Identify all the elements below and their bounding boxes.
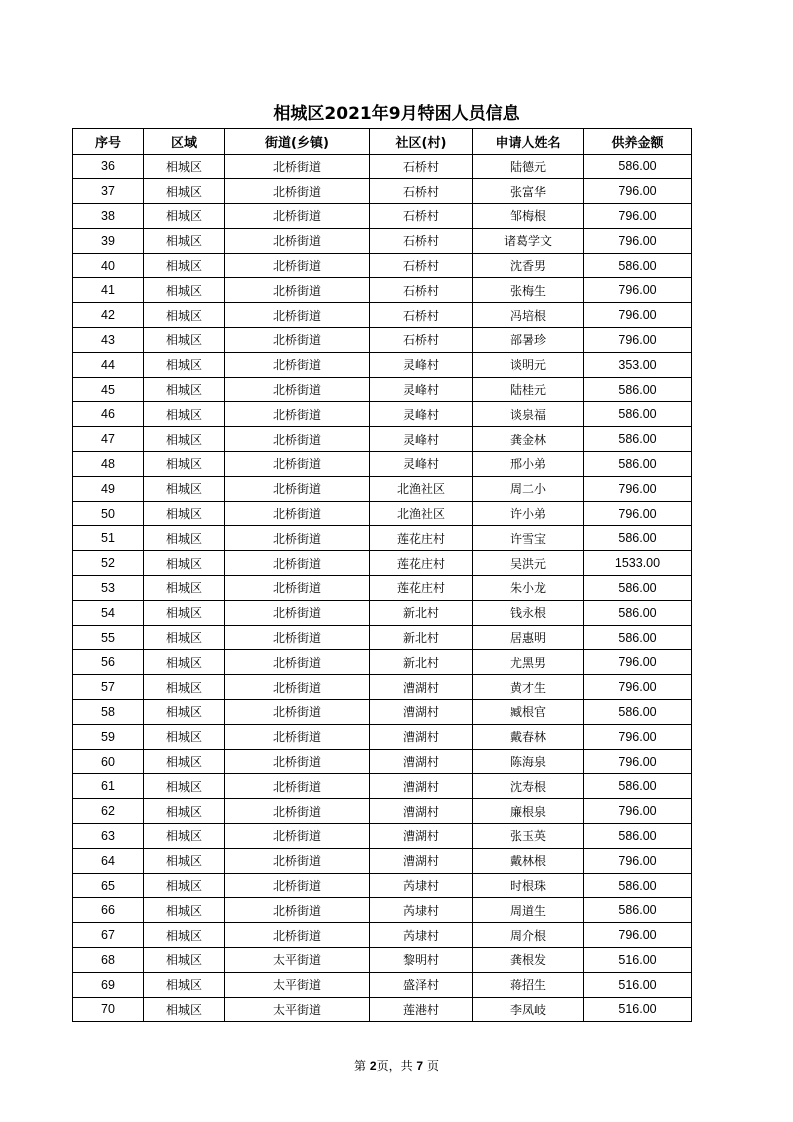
table-row [73,675,692,700]
cell-index: 42 [73,303,144,328]
cell-street: 北桥街道 [225,352,370,377]
cell-street: 北桥街道 [225,675,370,700]
cell-applicant-name: 周道生 [473,898,584,923]
cell-street: 北桥街道 [225,749,370,774]
cell-support-amount: 796.00 [584,675,692,700]
page-footer [0,1057,793,1074]
cell-street: 北桥街道 [225,873,370,898]
document-title: 相城区2021年9月特困人员信息 [273,104,520,124]
cell-street: 北桥街道 [225,799,370,824]
cell-community: 芮埭村 [370,923,473,948]
cell-community: 漕湖村 [370,774,473,799]
cell-applicant-name: 张梅生 [473,278,584,303]
cell-index: 66 [73,898,144,923]
cell-district: 相城区 [144,476,225,501]
footer-prefix: 第 [354,1059,367,1073]
table-row [73,774,692,799]
cell-street: 北桥街道 [225,154,370,179]
cell-community: 莲港村 [370,997,473,1022]
cell-community: 灵峰村 [370,352,473,377]
cell-applicant-name: 龚根发 [473,948,584,973]
cell-index: 59 [73,724,144,749]
cell-community: 石桥村 [370,253,473,278]
cell-street: 北桥街道 [225,898,370,923]
cell-street: 太平街道 [225,948,370,973]
cell-applicant-name: 蒋招生 [473,972,584,997]
cell-index: 58 [73,700,144,725]
cell-index: 52 [73,551,144,576]
cell-community: 漕湖村 [370,824,473,849]
cell-applicant-name: 张玉英 [473,824,584,849]
cell-support-amount: 796.00 [584,476,692,501]
table-header-row [73,129,692,155]
cell-community: 莲花庄村 [370,526,473,551]
cell-applicant-name: 黄才生 [473,675,584,700]
cell-support-amount: 586.00 [584,154,692,179]
table-row [73,724,692,749]
cell-street: 北桥街道 [225,253,370,278]
cell-support-amount: 586.00 [584,576,692,601]
cell-index: 61 [73,774,144,799]
cell-index: 37 [73,179,144,204]
cell-index: 53 [73,576,144,601]
cell-support-amount: 586.00 [584,253,692,278]
cell-support-amount: 796.00 [584,328,692,353]
cell-index: 51 [73,526,144,551]
cell-support-amount: 586.00 [584,700,692,725]
table-row [73,204,692,229]
cell-district: 相城区 [144,600,225,625]
cell-support-amount: 516.00 [584,948,692,973]
cell-support-amount: 586.00 [584,427,692,452]
cell-district: 相城区 [144,700,225,725]
cell-index: 48 [73,452,144,477]
cell-district: 相城区 [144,724,225,749]
cell-district: 相城区 [144,625,225,650]
cell-support-amount: 796.00 [584,303,692,328]
cell-support-amount: 796.00 [584,204,692,229]
cell-index: 38 [73,204,144,229]
cell-district: 相城区 [144,501,225,526]
cell-applicant-name: 诸葛学文 [473,228,584,253]
header-applicant-name: 申请人姓名 [473,129,584,155]
cell-support-amount: 796.00 [584,799,692,824]
cell-community: 莲花庄村 [370,551,473,576]
cell-index: 46 [73,402,144,427]
persons-table [72,128,692,1022]
cell-district: 相城区 [144,278,225,303]
table-row [73,799,692,824]
cell-index: 54 [73,600,144,625]
cell-index: 63 [73,824,144,849]
cell-community: 芮埭村 [370,873,473,898]
table-row [73,402,692,427]
cell-applicant-name: 居惠明 [473,625,584,650]
cell-community: 漕湖村 [370,749,473,774]
cell-index: 36 [73,154,144,179]
cell-support-amount: 586.00 [584,625,692,650]
cell-district: 相城区 [144,848,225,873]
table-row [73,352,692,377]
cell-applicant-name: 戴春林 [473,724,584,749]
table-row [73,898,692,923]
cell-community: 灵峰村 [370,427,473,452]
cell-index: 47 [73,427,144,452]
table-row [73,278,692,303]
cell-community: 北渔社区 [370,501,473,526]
footer-page-number: 2 [369,1059,377,1073]
cell-applicant-name: 戴林根 [473,848,584,873]
cell-community: 新北村 [370,600,473,625]
cell-applicant-name: 尤黑男 [473,650,584,675]
table-row [73,600,692,625]
cell-support-amount: 796.00 [584,650,692,675]
cell-index: 60 [73,749,144,774]
cell-community: 漕湖村 [370,848,473,873]
cell-index: 41 [73,278,144,303]
cell-applicant-name: 周二小 [473,476,584,501]
cell-district: 相城区 [144,228,225,253]
cell-index: 65 [73,873,144,898]
cell-applicant-name: 朱小龙 [473,576,584,601]
cell-index: 56 [73,650,144,675]
table-body [73,154,692,1022]
cell-support-amount: 353.00 [584,352,692,377]
cell-district: 相城区 [144,675,225,700]
cell-index: 45 [73,377,144,402]
table-row [73,303,692,328]
cell-district: 相城区 [144,576,225,601]
header-community: 社区(村) [370,129,473,155]
cell-community: 新北村 [370,650,473,675]
cell-community: 黎明村 [370,948,473,973]
cell-district: 相城区 [144,352,225,377]
cell-index: 40 [73,253,144,278]
cell-applicant-name: 吴洪元 [473,551,584,576]
cell-support-amount: 1533.00 [584,551,692,576]
cell-district: 相城区 [144,452,225,477]
cell-street: 北桥街道 [225,824,370,849]
cell-applicant-name: 邹梅根 [473,204,584,229]
cell-applicant-name: 许小弟 [473,501,584,526]
cell-community: 漕湖村 [370,799,473,824]
cell-district: 相城区 [144,774,225,799]
cell-applicant-name: 龚金林 [473,427,584,452]
cell-applicant-name: 许雪宝 [473,526,584,551]
cell-support-amount: 796.00 [584,228,692,253]
header-support-amount: 供养金额 [584,129,692,155]
cell-applicant-name: 陆德元 [473,154,584,179]
footer-total-pages: 7 [416,1059,424,1073]
cell-index: 57 [73,675,144,700]
cell-district: 相城区 [144,328,225,353]
cell-index: 70 [73,997,144,1022]
cell-community: 石桥村 [370,303,473,328]
cell-applicant-name: 谈明元 [473,352,584,377]
cell-district: 相城区 [144,427,225,452]
cell-district: 相城区 [144,253,225,278]
cell-street: 北桥街道 [225,476,370,501]
cell-index: 44 [73,352,144,377]
cell-support-amount: 586.00 [584,452,692,477]
cell-support-amount: 586.00 [584,824,692,849]
footer-middle: 页，共 [376,1059,413,1073]
cell-support-amount: 586.00 [584,377,692,402]
cell-applicant-name: 陆桂元 [473,377,584,402]
cell-applicant-name: 张富华 [473,179,584,204]
cell-district: 相城区 [144,526,225,551]
cell-support-amount: 586.00 [584,774,692,799]
cell-applicant-name: 廉根泉 [473,799,584,824]
cell-street: 北桥街道 [225,774,370,799]
table-row [73,551,692,576]
cell-street: 北桥街道 [225,204,370,229]
cell-street: 北桥街道 [225,427,370,452]
cell-street: 北桥街道 [225,650,370,675]
cell-support-amount: 586.00 [584,600,692,625]
cell-district: 相城区 [144,948,225,973]
cell-district: 相城区 [144,204,225,229]
cell-street: 北桥街道 [225,328,370,353]
table-row [73,253,692,278]
cell-community: 漕湖村 [370,700,473,725]
cell-street: 北桥街道 [225,501,370,526]
cell-community: 石桥村 [370,328,473,353]
cell-applicant-name: 冯培根 [473,303,584,328]
cell-street: 北桥街道 [225,179,370,204]
cell-index: 43 [73,328,144,353]
table-row [73,427,692,452]
cell-applicant-name: 邢小弟 [473,452,584,477]
cell-applicant-name: 沈寿根 [473,774,584,799]
cell-applicant-name: 时根珠 [473,873,584,898]
cell-community: 石桥村 [370,179,473,204]
cell-community: 北渔社区 [370,476,473,501]
cell-support-amount: 516.00 [584,972,692,997]
cell-district: 相城区 [144,997,225,1022]
cell-support-amount: 796.00 [584,724,692,749]
cell-community: 漕湖村 [370,724,473,749]
cell-support-amount: 586.00 [584,898,692,923]
cell-support-amount: 796.00 [584,179,692,204]
cell-applicant-name: 周介根 [473,923,584,948]
cell-index: 64 [73,848,144,873]
cell-applicant-name: 部暑珍 [473,328,584,353]
cell-district: 相城区 [144,154,225,179]
cell-street: 北桥街道 [225,303,370,328]
cell-district: 相城区 [144,377,225,402]
cell-support-amount: 586.00 [584,873,692,898]
cell-community: 石桥村 [370,204,473,229]
cell-support-amount: 516.00 [584,997,692,1022]
cell-district: 相城区 [144,972,225,997]
cell-street: 北桥街道 [225,377,370,402]
table-row [73,377,692,402]
cell-community: 新北村 [370,625,473,650]
table-row [73,848,692,873]
cell-street: 北桥街道 [225,700,370,725]
cell-support-amount: 586.00 [584,526,692,551]
cell-community: 莲花庄村 [370,576,473,601]
cell-district: 相城区 [144,551,225,576]
table-row [73,576,692,601]
table-row [73,228,692,253]
cell-street: 太平街道 [225,972,370,997]
header-district: 区域 [144,129,225,155]
cell-street: 北桥街道 [225,402,370,427]
cell-street: 北桥街道 [225,724,370,749]
cell-support-amount: 796.00 [584,501,692,526]
table-row [73,749,692,774]
cell-index: 67 [73,923,144,948]
cell-street: 太平街道 [225,997,370,1022]
cell-index: 55 [73,625,144,650]
cell-support-amount: 796.00 [584,923,692,948]
cell-community: 灵峰村 [370,452,473,477]
cell-index: 68 [73,948,144,973]
table-row [73,501,692,526]
cell-support-amount: 796.00 [584,749,692,774]
cell-index: 62 [73,799,144,824]
cell-community: 石桥村 [370,278,473,303]
table-row [73,824,692,849]
cell-index: 49 [73,476,144,501]
footer-suffix: 页 [426,1059,439,1073]
table-row [73,526,692,551]
table-row [73,873,692,898]
cell-district: 相城区 [144,873,225,898]
table-row [73,948,692,973]
table-row [73,328,692,353]
cell-street: 北桥街道 [225,278,370,303]
header-street: 街道(乡镇) [225,129,370,155]
cell-district: 相城区 [144,824,225,849]
cell-community: 盛泽村 [370,972,473,997]
table-row [73,154,692,179]
cell-applicant-name: 沈香男 [473,253,584,278]
cell-index: 69 [73,972,144,997]
cell-applicant-name: 李凤岐 [473,997,584,1022]
table-row [73,650,692,675]
cell-district: 相城区 [144,402,225,427]
cell-applicant-name: 谈泉福 [473,402,584,427]
cell-index: 39 [73,228,144,253]
cell-street: 北桥街道 [225,526,370,551]
cell-district: 相城区 [144,650,225,675]
cell-applicant-name: 臧根官 [473,700,584,725]
cell-community: 漕湖村 [370,675,473,700]
cell-street: 北桥街道 [225,228,370,253]
cell-district: 相城区 [144,799,225,824]
table-row [73,972,692,997]
cell-applicant-name: 陈海泉 [473,749,584,774]
cell-district: 相城区 [144,179,225,204]
cell-street: 北桥街道 [225,576,370,601]
cell-support-amount: 796.00 [584,278,692,303]
cell-community: 灵峰村 [370,402,473,427]
cell-street: 北桥街道 [225,551,370,576]
cell-district: 相城区 [144,749,225,774]
cell-district: 相城区 [144,303,225,328]
cell-street: 北桥街道 [225,625,370,650]
cell-street: 北桥街道 [225,848,370,873]
cell-support-amount: 796.00 [584,848,692,873]
table-row [73,997,692,1022]
cell-index: 50 [73,501,144,526]
table-row [73,179,692,204]
header-index: 序号 [73,129,144,155]
cell-street: 北桥街道 [225,452,370,477]
table-row [73,452,692,477]
cell-street: 北桥街道 [225,923,370,948]
cell-street: 北桥街道 [225,600,370,625]
table-row [73,476,692,501]
cell-community: 芮埭村 [370,898,473,923]
cell-applicant-name: 钱永根 [473,600,584,625]
cell-support-amount: 586.00 [584,402,692,427]
cell-community: 石桥村 [370,154,473,179]
table-row [73,700,692,725]
cell-community: 灵峰村 [370,377,473,402]
table-row [73,923,692,948]
cell-district: 相城区 [144,898,225,923]
table-row [73,625,692,650]
cell-district: 相城区 [144,923,225,948]
cell-community: 石桥村 [370,228,473,253]
